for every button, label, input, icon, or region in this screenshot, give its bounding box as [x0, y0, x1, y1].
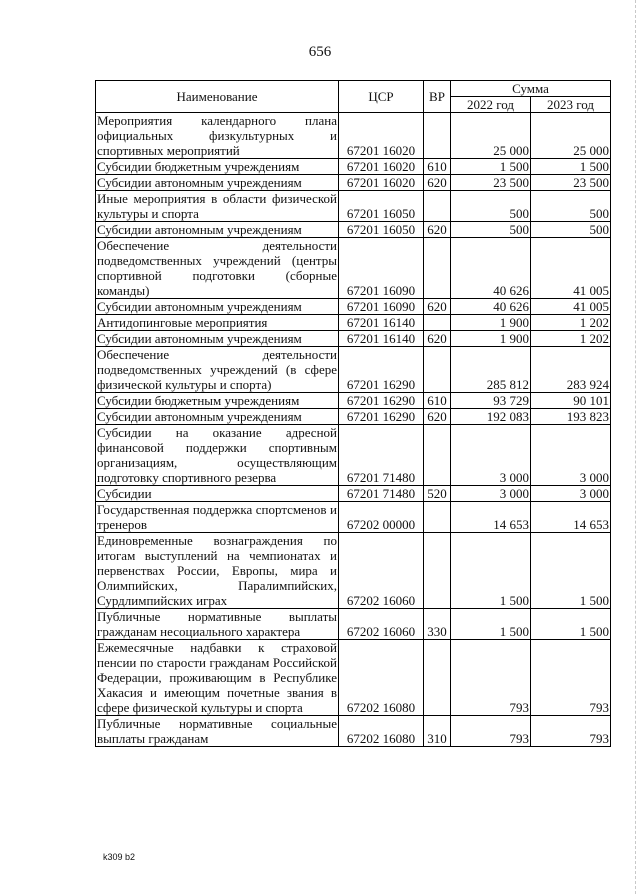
- row-name: Обеспечение деятельности подведомственных учреждений (в сфере физической культуры и спорта): [97, 347, 337, 392]
- table-row: [96, 113, 611, 159]
- row-csr: 67202 16080: [339, 716, 424, 747]
- row-2022: 1 900: [451, 315, 531, 331]
- row-csr: 67202 16080: [339, 640, 424, 716]
- row-name: Мероприятия календарного плана официальных физкультурных и спортивных мероприятий: [97, 113, 337, 158]
- row-2023: 3 000: [531, 425, 611, 486]
- row-2022: 1 500: [451, 609, 531, 640]
- row-name: Ежемесячные надбавки к страховой пенсии по старости гражданам Российской Федерации, проживающим в Республике Хакасия и имеющим почетные звания в сфере физической культуры и спорта: [97, 640, 337, 715]
- table-row: [96, 409, 611, 425]
- row-2022: 3 000: [451, 425, 531, 486]
- row-name: Субсидии: [96, 486, 339, 502]
- row-vr: 620: [424, 175, 451, 191]
- row-2023: 500: [531, 222, 611, 238]
- row-2023: 1 202: [531, 331, 611, 347]
- budget-table: [95, 80, 611, 747]
- row-2022: 40 626: [451, 299, 531, 315]
- row-2023: 793: [531, 716, 611, 747]
- row-name: Антидопинговые мероприятия: [96, 315, 339, 331]
- page-number: 656: [308, 44, 332, 60]
- row-vr: 620: [424, 299, 451, 315]
- row-name: Субсидии бюджетным учреждениям: [96, 393, 339, 409]
- table-row: [96, 222, 611, 238]
- table-row: [96, 716, 611, 747]
- row-2022: 1 500: [451, 159, 531, 175]
- row-2023: 90 101: [531, 393, 611, 409]
- row-csr: 67201 16140: [339, 331, 424, 347]
- row-name: Иные мероприятия в области физической культуры и спорта: [97, 191, 337, 221]
- row-name: Субсидии автономным учреждениям: [96, 299, 339, 315]
- row-csr: 67201 16290: [339, 347, 424, 393]
- header-year-2023: 2023 год: [531, 97, 611, 113]
- row-2023: 1 500: [531, 609, 611, 640]
- row-vr: [424, 347, 451, 393]
- row-csr: 67201 71480: [339, 425, 424, 486]
- row-2023: 283 924: [531, 347, 611, 393]
- table-row: [96, 425, 611, 486]
- row-2023: 1 500: [531, 159, 611, 175]
- row-name: Субсидии автономным учреждениям: [96, 331, 339, 347]
- row-vr: 330: [424, 609, 451, 640]
- row-2022: 793: [451, 716, 531, 747]
- row-2023: 1 500: [531, 533, 611, 609]
- header-sum: Сумма: [451, 81, 611, 97]
- row-name: Субсидии бюджетным учреждениям: [96, 159, 339, 175]
- row-csr: 67201 16140: [339, 315, 424, 331]
- row-csr: 67201 16020: [339, 159, 424, 175]
- row-2022: 500: [451, 222, 531, 238]
- header-csr: ЦСР: [339, 81, 424, 113]
- table-row: [96, 191, 611, 222]
- row-csr: 67201 16050: [339, 191, 424, 222]
- row-2023: 41 005: [531, 299, 611, 315]
- row-2022: 23 500: [451, 175, 531, 191]
- row-vr: [424, 425, 451, 486]
- row-2022: 192 083: [451, 409, 531, 425]
- row-csr: 67202 16060: [339, 533, 424, 609]
- row-2023: 23 500: [531, 175, 611, 191]
- table-row: [96, 609, 611, 640]
- row-csr: 67201 16090: [339, 238, 424, 299]
- row-2022: 93 729: [451, 393, 531, 409]
- row-name: Субсидии автономным учреждениям: [96, 222, 339, 238]
- header-vr: ВР: [424, 81, 451, 113]
- table-row: [96, 331, 611, 347]
- header-year-2022: 2022 год: [451, 97, 531, 113]
- row-vr: [424, 113, 451, 159]
- row-2022: 1 900: [451, 331, 531, 347]
- footer-code: k309 b2: [103, 852, 136, 862]
- row-vr: [424, 502, 451, 533]
- row-vr: 520: [424, 486, 451, 502]
- row-csr: 67201 16290: [339, 393, 424, 409]
- row-name: Субсидии автономным учреждениям: [96, 409, 339, 425]
- row-vr: 610: [424, 393, 451, 409]
- table-row: [96, 299, 611, 315]
- row-csr: 67201 16290: [339, 409, 424, 425]
- table-body: [96, 113, 611, 747]
- row-name: Единовременные вознаграждения по итогам выступлений на чемпионатах и первенствах России, Европы, мира и Олимпийских, Паралимпийских, Сурдлимпийских играх: [97, 533, 337, 608]
- row-vr: [424, 533, 451, 609]
- row-csr: 67201 16090: [339, 299, 424, 315]
- row-2023: 3 000: [531, 486, 611, 502]
- row-vr: [424, 640, 451, 716]
- row-vr: 310: [424, 716, 451, 747]
- row-name: Публичные нормативные выплаты гражданам несоциального характера: [97, 609, 337, 639]
- row-2023: 41 005: [531, 238, 611, 299]
- row-vr: 620: [424, 331, 451, 347]
- row-2023: 1 202: [531, 315, 611, 331]
- row-name: Обеспечение деятельности подведомственных учреждений (центры спортивной подготовки (сборные команды): [97, 238, 337, 298]
- row-vr: [424, 238, 451, 299]
- row-2022: 793: [451, 640, 531, 716]
- row-name: Субсидии на оказание адресной финансовой поддержки спортивным организациям, осуществляющим подготовку спортивного резерва: [97, 425, 337, 485]
- table-row: [96, 175, 611, 191]
- row-2023: 25 000: [531, 113, 611, 159]
- row-csr: 67202 16060: [339, 609, 424, 640]
- row-2022: 3 000: [451, 486, 531, 502]
- row-vr: [424, 191, 451, 222]
- table-row: [96, 533, 611, 609]
- row-csr: 67201 16050: [339, 222, 424, 238]
- table-row: [96, 159, 611, 175]
- table-row: [96, 640, 611, 716]
- row-vr: 620: [424, 409, 451, 425]
- row-csr: 67201 16020: [339, 113, 424, 159]
- table-row: [96, 315, 611, 331]
- row-2023: 193 823: [531, 409, 611, 425]
- header-row: [96, 81, 611, 97]
- row-name: Субсидии автономным учреждениям: [96, 175, 339, 191]
- table-row: [96, 393, 611, 409]
- row-name: Публичные нормативные социальные выплаты гражданам: [97, 716, 337, 746]
- row-2022: 14 653: [451, 502, 531, 533]
- row-2022: 40 626: [451, 238, 531, 299]
- table-row: [96, 347, 611, 393]
- row-csr: 67201 71480: [339, 486, 424, 502]
- row-vr: [424, 315, 451, 331]
- row-2023: 793: [531, 640, 611, 716]
- row-2022: 285 812: [451, 347, 531, 393]
- row-name: Государственная поддержка спортсменов и тренеров: [97, 502, 337, 532]
- header-name: Наименование: [96, 81, 339, 113]
- row-2023: 500: [531, 191, 611, 222]
- row-2022: 500: [451, 191, 531, 222]
- row-vr: 610: [424, 159, 451, 175]
- row-vr: 620: [424, 222, 451, 238]
- row-2023: 14 653: [531, 502, 611, 533]
- table-row: [96, 502, 611, 533]
- table-row: [96, 486, 611, 502]
- row-csr: 67201 16020: [339, 175, 424, 191]
- page-edge-line: [635, 0, 636, 894]
- row-csr: 67202 00000: [339, 502, 424, 533]
- row-2022: 25 000: [451, 113, 531, 159]
- row-2022: 1 500: [451, 533, 531, 609]
- table-row: [96, 238, 611, 299]
